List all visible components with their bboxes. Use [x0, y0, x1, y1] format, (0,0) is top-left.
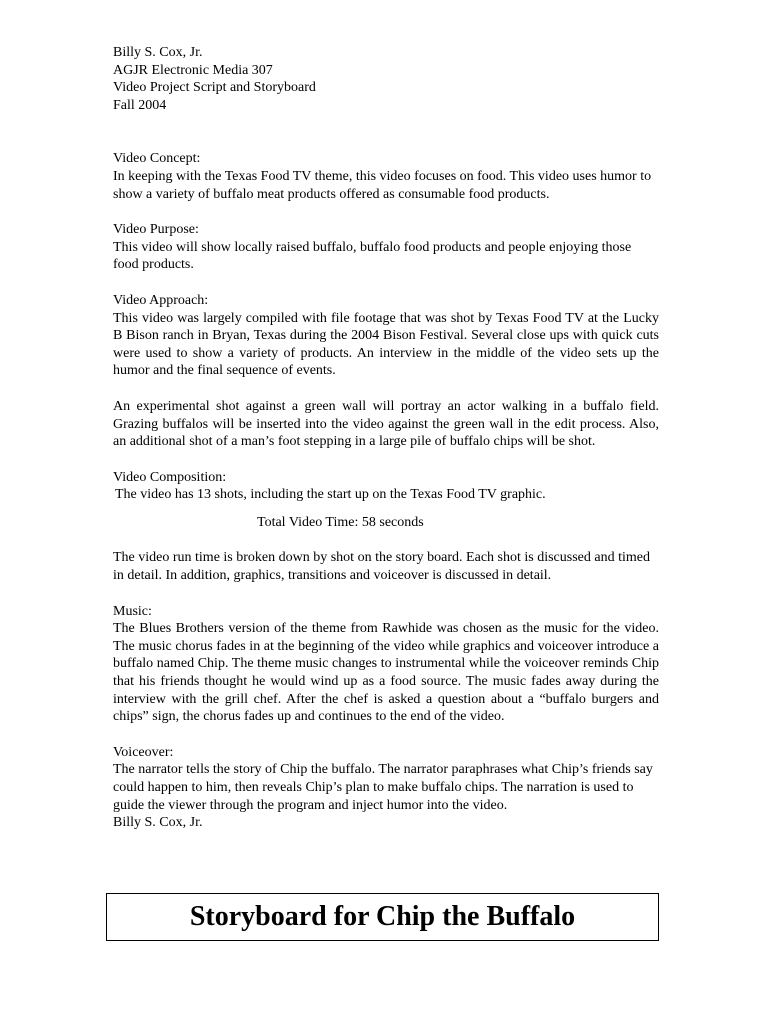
section-composition	[113, 469, 659, 585]
approach-heading: Video Approach:	[113, 292, 209, 308]
storyboard-title: Storyboard for Chip the Buffalo	[189, 901, 576, 932]
voiceover-heading: Voiceover:	[113, 744, 174, 760]
purpose-heading: Video Purpose:	[113, 222, 199, 238]
signature: Billy S. Cox, Jr.	[113, 815, 203, 831]
concept-text: In keeping with the Texas Food TV theme, this video focuses on food. This video uses humor to show a variety of buffalo meat products offered as consumable food products.	[113, 168, 652, 202]
approach-text-1: This video was largely compiled with file footage that was shot by Texas Food TV at the Lucky B Bison ranch in Bryan, Texas during the 2004 Bison Festival. Several close ups with quick cuts were used to show a variety of products. An interview in the middle of the video sets up the humor and the final sequence of events.	[113, 310, 659, 379]
section-approach	[113, 292, 659, 451]
music-heading: Music:	[113, 603, 152, 619]
music-text: The Blues Brothers version of the theme from Rawhide was chosen as the music for the video. The music chorus fades in at the beginning of the video while graphics and voiceover introduce a buffalo named Chip. The theme music changes to instrumental while the voiceover reminds Chip that his friends thought he would wind up as a food source. The music fades away during the interview with the grill chef. After the chef is asked a question about a “buffalo burgers and chips” sign, the chorus fades up and continues to the end of the video.	[113, 621, 659, 725]
composition-heading: Video Composition:	[113, 469, 227, 485]
voiceover-text: The narrator tells the story of Chip the buffalo. The narrator paraphrases what Chip’s friends say could happen to him, then reveals Chip’s plan to make buffalo chips. The narration is used to guide the viewer through the program and inject humor into the video.	[113, 762, 653, 813]
total-video-time: Total Video Time: 58 seconds	[257, 514, 424, 530]
project-title: Video Project Script and Storyboard	[113, 80, 316, 96]
term: Fall 2004	[113, 97, 167, 113]
storyboard-title-box	[106, 893, 659, 941]
section-music	[113, 603, 659, 726]
author-name: Billy S. Cox, Jr.	[113, 45, 203, 60]
document-header	[113, 44, 659, 114]
section-purpose	[113, 221, 659, 274]
section-voiceover	[113, 744, 659, 832]
approach-text-2: An experimental shot against a green wall will portray an actor walking in a buffalo field. Grazing buffalos will be inserted into the video against the green wall in the edit process. Also, an additional shot of a man’s foot stepping in a large pile of buffalo chips will be shot.	[113, 398, 659, 450]
course-name: AGJR Electronic Media 307	[113, 62, 273, 78]
concept-heading: Video Concept:	[113, 151, 201, 167]
composition-breakdown: The video run time is broken down by shot on the story board. Each shot is discussed and timed in detail. In addition, graphics, transitions and voiceover is discussed in detail.	[113, 550, 650, 584]
composition-text: The video has 13 shots, including the start up on the Texas Food TV graphic.	[115, 487, 546, 503]
section-concept	[113, 150, 659, 203]
purpose-text: This video will show locally raised buffalo, buffalo food products and people enjoying those food products.	[113, 239, 632, 273]
document-body	[113, 44, 659, 832]
